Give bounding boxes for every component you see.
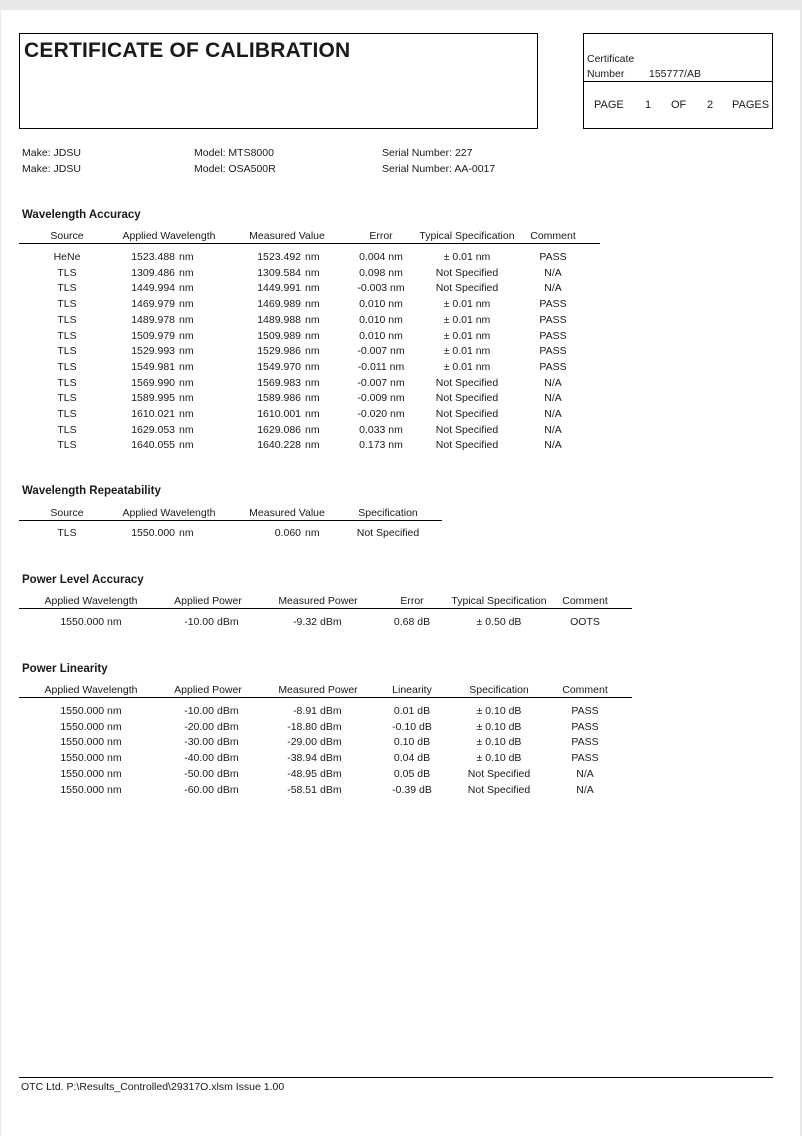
measured-value-cell: 1569.983 bbox=[257, 376, 301, 389]
number-label: Number bbox=[587, 68, 625, 80]
applied-power-cell: -30.00 bbox=[184, 736, 214, 749]
measured-power-cell: -38.94 bbox=[287, 752, 317, 765]
applied-power-unit-cell: dBm bbox=[217, 752, 239, 765]
applied-wavelength-cell: 1529.993 bbox=[131, 345, 175, 358]
source-cell: TLS bbox=[57, 298, 77, 311]
applied-unit-cell: nm bbox=[179, 313, 194, 326]
applied-wavelength-cell: 1610.021 bbox=[131, 408, 175, 420]
comment-cell: PASS bbox=[571, 752, 599, 765]
error-cell: 0.010 nm bbox=[359, 313, 403, 326]
measured-power-unit-cell: dBm bbox=[320, 720, 342, 733]
applied-unit-cell: nm bbox=[179, 360, 194, 373]
linearity-cell: 0.05 dB bbox=[393, 767, 431, 780]
measured-value-cell: 1529.986 bbox=[257, 345, 301, 358]
specification-cell: ± 0.01 nm bbox=[443, 329, 491, 342]
applied-wavelength-cell: 1640.055 bbox=[131, 439, 175, 452]
comment-cell: N/A bbox=[544, 392, 562, 405]
column-header: Source bbox=[50, 230, 84, 242]
error-cell: -0.003 nm bbox=[357, 282, 405, 295]
column-header: Comment bbox=[530, 230, 576, 242]
column-header: Comment bbox=[562, 595, 608, 607]
instrument-make: Make: JDSU bbox=[22, 147, 81, 159]
column-header: Specification bbox=[469, 684, 529, 696]
comment-cell: PASS bbox=[539, 345, 567, 358]
comment-cell: N/A bbox=[544, 266, 562, 279]
applied-wavelength-cell: 1449.994 bbox=[131, 282, 175, 295]
specification-cell: Not Specified bbox=[435, 439, 499, 452]
comment-cell: N/A bbox=[544, 282, 562, 295]
measured-value-cell: 1640.228 bbox=[257, 439, 301, 452]
applied-wavelength-cell: 1309.486 bbox=[131, 266, 175, 279]
column-header: Typical Specification bbox=[419, 230, 515, 242]
applied-unit-cell: nm bbox=[179, 251, 194, 263]
specification-cell: ± 0.01 nm bbox=[443, 251, 491, 263]
comment-cell: N/A bbox=[544, 439, 562, 452]
specification-cell: Not Specified bbox=[435, 282, 499, 295]
source-cell: HeNe bbox=[53, 251, 81, 263]
power-linearity-title: Power Linearity bbox=[22, 663, 108, 675]
measured-power-cell: -29.00 bbox=[287, 736, 317, 749]
column-header: Measured Power bbox=[278, 684, 358, 696]
specification-cell: Not Specified bbox=[435, 266, 499, 279]
measured-value-cell: 1589.986 bbox=[257, 392, 301, 405]
error-cell: -0.007 nm bbox=[357, 376, 405, 389]
applied-power-cell: -10.00 bbox=[184, 616, 214, 628]
applied-power-unit-cell: dBm bbox=[217, 736, 239, 749]
column-header: Error bbox=[369, 230, 393, 242]
applied-wavelength-cell: 1550.000 bbox=[131, 527, 175, 539]
comment-cell: PASS bbox=[539, 329, 567, 342]
source-cell: TLS bbox=[57, 392, 77, 405]
measured-unit-cell: nm bbox=[305, 251, 320, 263]
applied-unit-cell: nm bbox=[179, 376, 194, 389]
column-header: Applied Wavelength bbox=[44, 684, 138, 696]
measured-unit-cell: nm bbox=[305, 313, 320, 326]
measured-unit-cell: nm bbox=[305, 266, 320, 279]
measured-power-cell: -58.51 bbox=[287, 783, 317, 796]
page-title: CERTIFICATE OF CALIBRATION bbox=[24, 39, 351, 62]
applied-unit-cell: nm bbox=[179, 392, 194, 405]
header-underline bbox=[19, 608, 632, 609]
applied-wavelength-cell: 1550.000 nm bbox=[60, 752, 122, 765]
measured-unit-cell: nm bbox=[305, 282, 320, 295]
measured-value-cell: 1309.584 bbox=[257, 266, 301, 279]
comment-cell: PASS bbox=[539, 251, 567, 263]
specification-cell: Not Specified bbox=[435, 376, 499, 389]
comment-cell: N/A bbox=[576, 783, 594, 796]
measured-unit-cell: nm bbox=[305, 329, 320, 342]
linearity-cell: -0.39 dB bbox=[392, 783, 432, 796]
specification-cell: ± 0.01 nm bbox=[443, 360, 491, 373]
column-header: Applied Power bbox=[174, 595, 242, 607]
applied-wavelength-cell: 1550.000 nm bbox=[60, 767, 122, 780]
linearity-cell: -0.10 dB bbox=[392, 720, 432, 733]
error-cell: 0.004 nm bbox=[359, 251, 403, 263]
page-total: 2 bbox=[707, 99, 714, 111]
comment-cell: N/A bbox=[544, 408, 562, 420]
applied-unit-cell: nm bbox=[179, 266, 194, 279]
source-cell: TLS bbox=[57, 439, 77, 452]
measured-unit-cell: nm bbox=[305, 376, 320, 389]
column-header: Applied Wavelength bbox=[122, 230, 216, 242]
applied-wavelength-cell: 1509.979 bbox=[131, 329, 175, 342]
measured-power-unit-cell: dBm bbox=[320, 767, 342, 780]
applied-wavelength-cell: 1550.000 nm bbox=[60, 783, 122, 796]
measured-power-cell: -18.80 bbox=[287, 720, 317, 733]
source-cell: TLS bbox=[57, 329, 77, 342]
specification-cell: ± 0.10 dB bbox=[476, 736, 522, 749]
error-cell: -0.007 nm bbox=[357, 345, 405, 358]
measured-unit-cell: nm bbox=[305, 298, 320, 311]
applied-unit-cell: nm bbox=[179, 423, 194, 436]
measured-power-cell: -8.91 bbox=[293, 705, 317, 717]
applied-power-unit-cell: dBm bbox=[217, 783, 239, 796]
measured-value-cell: 0.060 bbox=[274, 527, 301, 539]
source-cell: TLS bbox=[57, 345, 77, 358]
applied-wavelength-cell: 1550.000 nm bbox=[60, 736, 122, 749]
instrument-serial: Serial Number: 227 bbox=[382, 147, 473, 159]
applied-wavelength-cell: 1589.995 bbox=[131, 392, 175, 405]
pages-word: PAGES bbox=[732, 99, 770, 111]
page-current: 1 bbox=[645, 99, 652, 111]
column-header: Specification bbox=[358, 507, 418, 519]
specification-cell: Not Specified bbox=[435, 423, 499, 436]
measured-unit-cell: nm bbox=[305, 408, 320, 420]
certificate-number: 155777/AB bbox=[649, 68, 701, 80]
measured-unit-cell: nm bbox=[305, 360, 320, 373]
applied-power-cell: -40.00 bbox=[184, 752, 214, 765]
column-header: Applied Wavelength bbox=[44, 595, 138, 607]
comment-cell: N/A bbox=[544, 376, 562, 389]
measured-value-cell: 1610.001 bbox=[257, 408, 301, 420]
instrument-model: Model: MTS8000 bbox=[194, 147, 274, 159]
specification-cell: Not Specified bbox=[435, 408, 499, 420]
error-cell: 0.173 nm bbox=[359, 439, 403, 452]
applied-unit-cell: nm bbox=[179, 408, 194, 420]
applied-power-unit-cell: dBm bbox=[217, 720, 239, 733]
source-cell: TLS bbox=[57, 313, 77, 326]
applied-unit-cell: nm bbox=[179, 439, 194, 452]
column-header: Applied Power bbox=[174, 684, 242, 696]
comment-cell: PASS bbox=[539, 298, 567, 311]
measured-power-cell: -48.95 bbox=[287, 767, 317, 780]
measured-value-cell: 1523.492 bbox=[257, 251, 301, 263]
page-word: PAGE bbox=[594, 99, 624, 111]
applied-unit-cell: nm bbox=[179, 345, 194, 358]
column-header: Measured Power bbox=[278, 595, 358, 607]
applied-power-unit-cell: dBm bbox=[217, 767, 239, 780]
header-underline bbox=[19, 520, 442, 521]
measured-unit-cell: nm bbox=[305, 423, 320, 436]
applied-wavelength-cell: 1523.488 bbox=[131, 251, 175, 263]
of-word: OF bbox=[671, 99, 687, 111]
error-cell: 0.010 nm bbox=[359, 329, 403, 342]
applied-power-unit-cell: dBm bbox=[217, 616, 239, 628]
applied-wavelength-cell: 1569.990 bbox=[131, 376, 175, 389]
measured-value-cell: 1469.989 bbox=[257, 298, 301, 311]
measured-value-cell: 1549.970 bbox=[257, 360, 301, 373]
error-cell: -0.009 nm bbox=[357, 392, 405, 405]
measured-power-unit-cell: dBm bbox=[320, 705, 342, 717]
applied-power-cell: -10.00 bbox=[184, 705, 214, 717]
applied-unit-cell: nm bbox=[179, 527, 194, 539]
applied-unit-cell: nm bbox=[179, 329, 194, 342]
instrument-make: Make: JDSU bbox=[22, 163, 81, 175]
comment-cell: PASS bbox=[539, 313, 567, 326]
error-cell: 0.010 nm bbox=[359, 298, 403, 311]
column-header: Comment bbox=[562, 684, 608, 696]
column-header: Linearity bbox=[392, 684, 432, 696]
error-cell: -0.011 nm bbox=[357, 360, 405, 373]
applied-wavelength-cell: 1489.978 bbox=[131, 313, 175, 326]
comment-cell: PASS bbox=[571, 705, 599, 717]
applied-wavelength-cell: 1550.000 nm bbox=[60, 616, 122, 628]
specification-cell: ± 0.10 dB bbox=[476, 705, 522, 717]
certificate-page bbox=[1, 10, 800, 1136]
source-cell: TLS bbox=[57, 360, 77, 373]
comment-cell: N/A bbox=[544, 423, 562, 436]
applied-wavelength-cell: 1550.000 nm bbox=[60, 705, 122, 717]
comment-cell: PASS bbox=[539, 360, 567, 373]
measured-power-unit-cell: dBm bbox=[320, 752, 342, 765]
specification-cell: ± 0.50 dB bbox=[476, 616, 522, 628]
column-header: Source bbox=[50, 507, 84, 519]
specification-cell: Not Specified bbox=[356, 527, 420, 539]
error-cell: 0.68 dB bbox=[393, 616, 431, 628]
applied-wavelength-cell: 1549.981 bbox=[131, 360, 175, 373]
applied-power-cell: -50.00 bbox=[184, 767, 214, 780]
specification-cell: ± 0.10 dB bbox=[476, 752, 522, 765]
column-header: Error bbox=[400, 595, 424, 607]
measured-power-unit-cell: dBm bbox=[320, 736, 342, 749]
applied-unit-cell: nm bbox=[179, 282, 194, 295]
wavelength-accuracy-title: Wavelength Accuracy bbox=[22, 209, 141, 221]
specification-cell: Not Specified bbox=[467, 783, 531, 796]
cert-box-divider bbox=[584, 81, 772, 82]
measured-unit-cell: nm bbox=[305, 439, 320, 452]
applied-wavelength-cell: 1469.979 bbox=[131, 298, 175, 311]
measured-unit-cell: nm bbox=[305, 345, 320, 358]
instrument-serial: Serial Number: AA-0017 bbox=[382, 163, 496, 175]
footer-divider bbox=[19, 1077, 773, 1078]
source-cell: TLS bbox=[57, 423, 77, 436]
linearity-cell: 0.10 dB bbox=[393, 736, 431, 749]
wavelength-repeatability-title: Wavelength Repeatability bbox=[22, 485, 161, 497]
error-cell: 0.033 nm bbox=[359, 423, 403, 436]
certificate-label: Certificate bbox=[587, 53, 635, 65]
applied-power-unit-cell: dBm bbox=[217, 705, 239, 717]
comment-cell: PASS bbox=[571, 736, 599, 749]
certificate-number-box bbox=[583, 33, 773, 129]
measured-power-unit-cell: dBm bbox=[320, 783, 342, 796]
measured-value-cell: 1509.989 bbox=[257, 329, 301, 342]
measured-unit-cell: nm bbox=[305, 392, 320, 405]
source-cell: TLS bbox=[57, 282, 77, 295]
footer-text: OTC Ltd. P:\Results_Controlled\29317O.xlsm Issue 1.00 bbox=[21, 1081, 285, 1093]
comment-cell: OOTS bbox=[570, 616, 600, 628]
error-cell: -0.020 nm bbox=[357, 408, 405, 420]
specification-cell: ± 0.01 nm bbox=[443, 313, 491, 326]
applied-unit-cell: nm bbox=[179, 298, 194, 311]
source-cell: TLS bbox=[57, 266, 77, 279]
measured-unit-cell: nm bbox=[305, 527, 320, 539]
specification-cell: ± 0.01 nm bbox=[443, 298, 491, 311]
source-cell: TLS bbox=[57, 527, 77, 539]
column-header: Measured Value bbox=[249, 230, 325, 242]
column-header: Typical Specification bbox=[451, 595, 547, 607]
specification-cell: ± 0.10 dB bbox=[476, 720, 522, 733]
measured-value-cell: 1489.988 bbox=[257, 313, 301, 326]
title-box bbox=[19, 33, 538, 129]
comment-cell: PASS bbox=[571, 720, 599, 733]
measured-power-cell: -9.32 bbox=[293, 616, 317, 628]
specification-cell: Not Specified bbox=[467, 767, 531, 780]
power-level-accuracy-title: Power Level Accuracy bbox=[22, 574, 144, 586]
applied-wavelength-cell: 1550.000 nm bbox=[60, 720, 122, 733]
source-cell: TLS bbox=[57, 376, 77, 389]
applied-power-cell: -60.00 bbox=[184, 783, 214, 796]
instrument-model: Model: OSA500R bbox=[194, 163, 276, 175]
measured-value-cell: 1449.991 bbox=[257, 282, 301, 295]
header-underline bbox=[19, 697, 632, 698]
column-header: Applied Wavelength bbox=[122, 507, 216, 519]
applied-power-cell: -20.00 bbox=[184, 720, 214, 733]
applied-wavelength-cell: 1629.053 bbox=[131, 423, 175, 436]
error-cell: 0.098 nm bbox=[359, 266, 403, 279]
linearity-cell: 0.01 dB bbox=[393, 705, 431, 717]
column-header: Measured Value bbox=[249, 507, 325, 519]
header-underline bbox=[19, 243, 600, 244]
linearity-cell: 0.04 dB bbox=[393, 752, 431, 765]
specification-cell: ± 0.01 nm bbox=[443, 345, 491, 358]
measured-value-cell: 1629.086 bbox=[257, 423, 301, 436]
specification-cell: Not Specified bbox=[435, 392, 499, 405]
source-cell: TLS bbox=[57, 408, 77, 420]
comment-cell: N/A bbox=[576, 767, 594, 780]
measured-power-unit-cell: dBm bbox=[320, 616, 342, 628]
